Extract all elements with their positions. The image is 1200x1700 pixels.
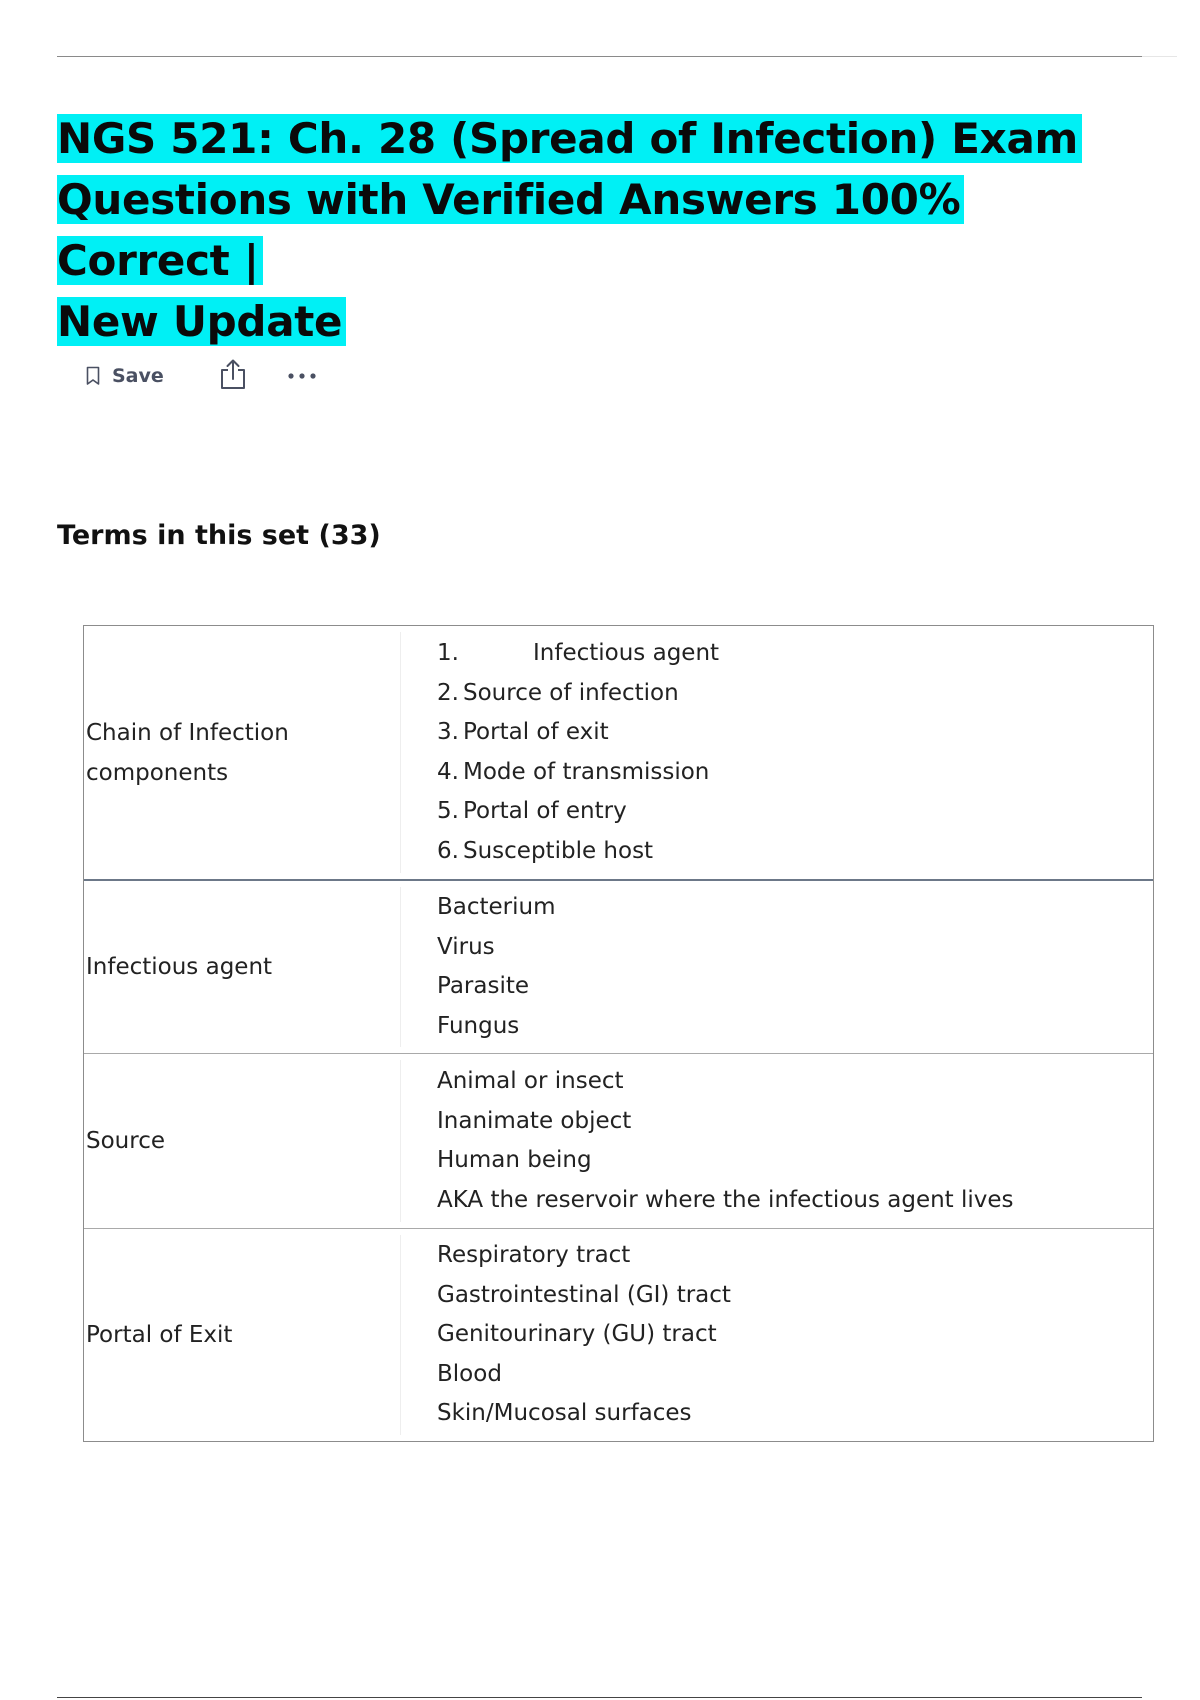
terms-table	[83, 625, 1154, 1442]
definition-line	[437, 674, 1153, 714]
definition-line: Parasite	[437, 973, 530, 999]
term-row	[84, 879, 1153, 1053]
definition-cell	[401, 626, 1153, 879]
definition-line	[437, 832, 1153, 872]
definition-line: Bacterium	[437, 894, 556, 920]
definition-line	[437, 634, 1153, 674]
term-row	[84, 1053, 1153, 1228]
definition-line: Genitourinary (GU) tract	[437, 1321, 717, 1348]
top-divider	[57, 56, 1142, 57]
more-icon	[287, 367, 317, 385]
share-icon	[219, 358, 247, 395]
term-row	[84, 626, 1153, 879]
term-text: Portal of Exit	[86, 1322, 233, 1348]
term-text: Chain of Infection	[86, 719, 289, 746]
title-line-1: NGS 521: Ch. 28 (Spread of Infection) Exam	[57, 114, 1082, 163]
definition-line: Gastrointestinal (GI) tract	[437, 1281, 731, 1308]
definition-line: Skin/Mucosal surfaces	[437, 1400, 692, 1427]
definition-cell	[401, 1229, 1153, 1441]
definition-line: Human being	[437, 1147, 592, 1173]
term-cell	[84, 1060, 401, 1222]
list-number: 1.	[437, 640, 459, 666]
bookmark-icon	[86, 366, 100, 386]
more-options-button[interactable]	[287, 367, 317, 385]
definition-text: Susceptible host	[463, 837, 654, 864]
definition-line: AKA the reservoir where the infectious agent lives	[437, 1186, 1014, 1213]
definition-cell	[401, 1054, 1153, 1228]
term-row	[84, 1228, 1153, 1441]
term-text: Infectious agent	[86, 954, 273, 980]
action-bar	[86, 358, 317, 394]
definition-line: Animal or insect	[437, 1068, 624, 1094]
list-number: 5.	[437, 798, 459, 824]
definition-text: Infectious agent	[533, 640, 720, 666]
title-line-2: Questions with Verified Answers 100% Correct |	[57, 175, 964, 285]
definition-line: Inanimate object	[437, 1107, 632, 1134]
title-line-3: New Update	[57, 297, 346, 346]
term-cell	[84, 887, 401, 1047]
definition-line	[437, 753, 1153, 793]
save-label: Save	[112, 365, 164, 387]
definition-line: Respiratory tract	[437, 1242, 631, 1269]
list-number: 3.	[437, 719, 459, 745]
definition-line: Blood	[437, 1360, 502, 1387]
term-text: components	[86, 759, 229, 786]
definition-line	[437, 792, 1153, 832]
term-cell	[84, 632, 401, 873]
share-button[interactable]	[219, 358, 247, 395]
definition-text: Portal of exit	[463, 719, 609, 745]
list-number: 6.	[437, 837, 459, 864]
definition-text: Portal of entry	[463, 798, 627, 824]
definition-line: Virus	[437, 933, 495, 960]
definition-cell	[401, 881, 1153, 1053]
save-button[interactable]	[86, 365, 164, 387]
definition-text: Source of infection	[463, 679, 679, 706]
definition-line	[437, 713, 1153, 753]
top-divider-tail	[1142, 56, 1177, 57]
definition-text: Mode of transmission	[463, 758, 710, 785]
term-cell	[84, 1235, 401, 1435]
list-number: 4.	[437, 758, 459, 785]
term-text: Source	[86, 1128, 165, 1154]
page-title	[57, 108, 1137, 352]
list-number: 2.	[437, 679, 459, 706]
bottom-divider	[57, 1697, 1142, 1698]
terms-count-heading: Terms in this set (33)	[57, 520, 381, 551]
definition-line: Fungus	[437, 1012, 520, 1039]
